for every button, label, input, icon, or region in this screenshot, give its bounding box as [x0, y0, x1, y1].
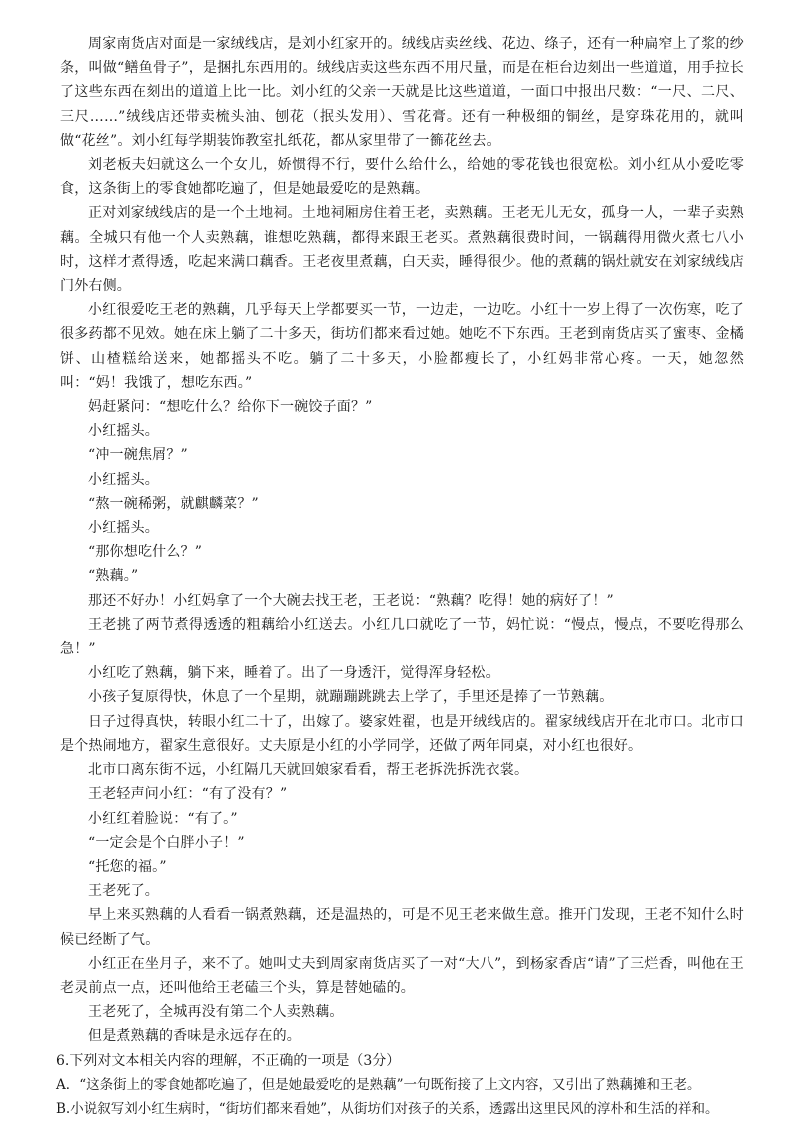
- story-paragraph: 刘老板夫妇就这么一个女儿，娇惯得不行，要什么给什么，给她的零花钱也很宽松。刘小红从小爱吃零食，这条街上的零食她都吃遍了，但是她最爱吃的是熟藕。: [60, 157, 744, 198]
- story-paragraph: “一定会是个白胖小子！”: [88, 834, 245, 851]
- story-body: [60, 32, 744, 1049]
- story-paragraph: 周家南货店对面是一家绒线店，是刘小红家开的。绒线店卖丝线、花边、绦子，还有一种扁窄上了浆的纱条，叫做“鳝鱼骨子”，是捆扎东西用的。绒线店卖这些东西不用尺量，而是在柜台边刻出一些道道，用手拉长了这些东西在刻出的道道上比一比。刘小红的父亲一天就是比这些道道，一面口中报出尺数：“一尺、二尺、三尺……”绒线店还带卖梳头油、刨花（抿头发用）、雪花膏。还有一种极细的铜丝，是穿珠花用的，就叫做“花丝”。刘小红每学期装饰教室扎纸花，都从家里带了一籂花丝去。: [60, 36, 744, 149]
- story-paragraph: 小红摇头。: [88, 471, 159, 488]
- story-paragraph: 小红摇头。: [88, 423, 159, 440]
- story-paragraph: 王老挑了两节煮得透透的粗藕给小红送去。小红几口就吃了一节，妈忙说：“慢点，慢点，不要吃得那么急！”: [60, 616, 744, 658]
- story-paragraph: “熟藕。”: [88, 568, 139, 585]
- question-option-b: B.小说叙写刘小红生病时，“街坊们都来看她”，从街坊们对孩子的关系，透露出这里民风的淳朴和生活的祥和。: [56, 1100, 719, 1117]
- story-paragraph: 早上来买熟藕的人看看一锅煮熟藕，还是温热的，可是不见王老来做生意。推开门发现，王老不知什么时候已经断了气。: [60, 907, 744, 948]
- story-paragraph: 但是煮熟藕的香味是永远存在的。: [88, 1028, 301, 1045]
- story-paragraph: “那你想吃什么？”: [88, 544, 203, 561]
- story-paragraph: 王老死了，全城再没有第二个人卖熟藕。: [88, 1004, 344, 1021]
- story-paragraph: 小红吃了熟藕，躺下来，睡着了。出了一身透汗，觉得浑身轻松。: [88, 665, 500, 682]
- story-paragraph: 王老轻声问小红：“有了没有？”: [88, 786, 288, 803]
- story-paragraph: 那还不好办！小红妈拿了一个大碗去找王老，王老说：“熟藕？吃得！她的病好了！”: [88, 592, 614, 609]
- question-title: 6.下列对文本相关内容的理解，不正确的一项是（3分）: [56, 1052, 401, 1069]
- story-paragraph: 小红正在坐月子，来不了。她叫丈夫到周家南货店买了一对“大八”，到杨家香店“请”了三烂香，叫他在王老灵前点一点，还叫他给王老磕三个头，算是替她磕的。: [60, 955, 744, 996]
- story-paragraph: 小红很爱吃王老的熟藕，几乎每天上学都要买一节，一边走，一边吃。小红十一岁上得了一次伤寒，吃了很多药都不见效。她在床上躺了二十多天，街坊们都来看过她。她吃不下东西。王老到南货店买了蜜枣、金橘饼、山楂糕给送来，她都摇头不吃。躺了二十多天，小脸都瘦长了，小红妈非常心疼。一天，她忽然叫：“妈！我饿了，想吃东西。”: [60, 302, 744, 391]
- story-paragraph: 正对刘家绒线店的是一个土地祠。土地祠厢房住着王老，卖熟藕。王老无儿无女，孤身一人，一辈子卖熟藕。全城只有他一个人卖熟藕，谁想吃熟藕，都得来跟王老买。煮熟藕很费时间，一锅藕得用微火煮七八小时，这样才煮得透，吃起来满口藕香。王老夜里煮藕，白天卖，睡得很少。他的煮藕的锅灶就安在刘家绒线店门外右侧。: [60, 205, 744, 295]
- story-paragraph: 妈赶紧问：“想吃什么？给你下一碗饺子面？”: [88, 399, 373, 416]
- story-paragraph: 北市口离东街不远，小红隔几天就回娘家看看，帮王老拆洗拆洗衣裳。: [88, 762, 529, 779]
- story-paragraph: 日子过得真快，转眼小红二十了，出嫁了。婆家姓翟，也是开绒线店的。翟家绒线店开在北市口。北市口是个热闹地方，翟家生意很好。丈夫原是小红的小学同学，还做了两年同桌，对小红也很好。: [60, 713, 744, 754]
- story-paragraph: 小孩子复原得快，休息了一个星期，就蹦蹦跳跳去上学了，手里还是捧了一节熟藕。: [88, 689, 614, 706]
- story-paragraph: 小红红着脸说：“有了。”: [88, 810, 238, 827]
- story-paragraph: 小红摇头。: [88, 520, 159, 537]
- question-option-a: A．“这条街上的零食她都吃遍了，但是她最爱吃的是熟藕”一句既衔接了上文内容，又引出了熟藕摊和王老。: [56, 1076, 701, 1093]
- story-paragraph: 王老死了。: [88, 883, 159, 900]
- story-paragraph: “冲一碗焦屑？”: [88, 447, 188, 464]
- story-paragraph: “托您的福。”: [88, 858, 167, 875]
- question-block: [56, 1049, 744, 1122]
- story-paragraph: “熬一碗稀粥，就麒麟菜？”: [88, 495, 259, 512]
- document-page: [56, 32, 744, 1121]
